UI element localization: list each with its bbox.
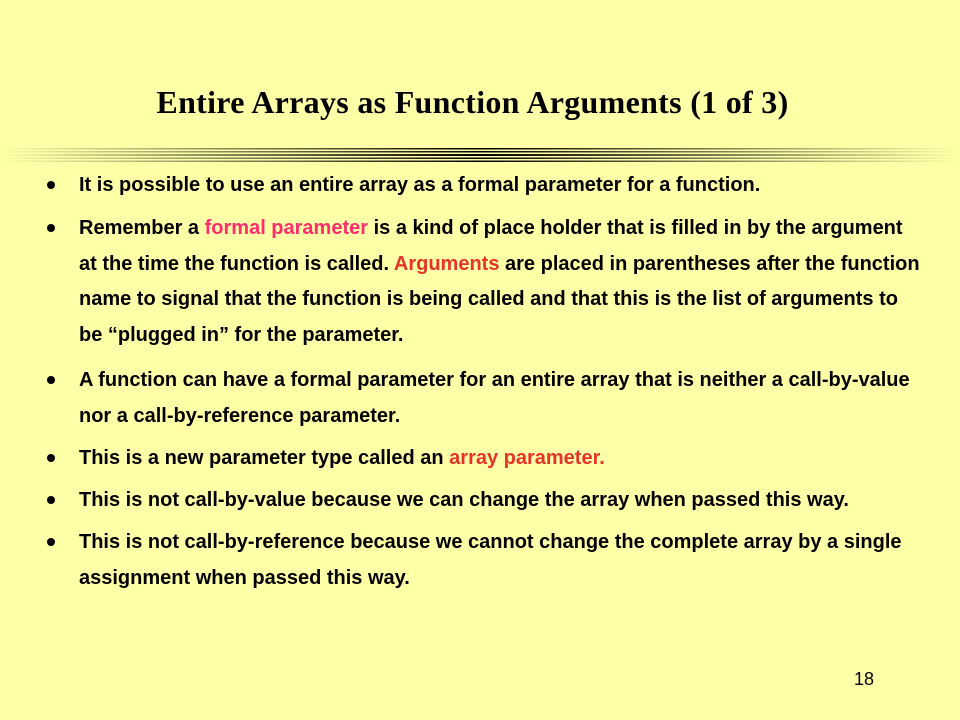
- bullet-marker: [47, 496, 55, 504]
- bullet-text: is a kind of place holder that is filled in by the argument at the time the function is called.: [79, 217, 903, 275]
- bullet-text: This is a new parameter type called an: [79, 447, 450, 469]
- bullet-marker: [47, 376, 55, 384]
- bullet-item: [44, 525, 924, 596]
- bullet-text: Remember a: [79, 217, 205, 239]
- bullet-item: [44, 172, 924, 198]
- bullet-list: [44, 172, 924, 596]
- slide-title: Entire Arrays as Function Arguments (1 of 3): [156, 84, 789, 120]
- title-divider: [0, 148, 960, 162]
- page-number: 18: [854, 669, 875, 689]
- highlighted-term: Arguments: [393, 252, 500, 275]
- highlighted-term: array parameter.: [449, 447, 605, 469]
- bullet-text: It is possible to use an entire array as a formal parameter for a function.: [79, 174, 761, 196]
- bullet-marker: [47, 538, 55, 546]
- bullet-text: A function can have a formal parameter for an entire array that is neither a call-by-value nor a call-by-reference parameter.: [79, 369, 910, 427]
- bullet-item: [44, 483, 924, 519]
- bullet-text: are placed in parentheses after the function name to signal that the function is being called and that this is the list of arguments to be “plugged in” for the parameter.: [79, 252, 920, 346]
- bullet-item: [44, 211, 924, 353]
- bullet-text: This is not call-by-reference because we cannot change the complete array by a single assignment when passed this way.: [79, 531, 902, 589]
- bullet-marker: [47, 224, 55, 232]
- highlighted-term: formal parameter: [204, 217, 369, 239]
- bullet-marker: [47, 181, 55, 189]
- bullet-item: [44, 363, 924, 434]
- bullet-item: [44, 441, 924, 477]
- bullet-marker: [47, 454, 55, 462]
- bullet-text: This is not call-by-value because we can change the array when passed this way.: [79, 488, 849, 511]
